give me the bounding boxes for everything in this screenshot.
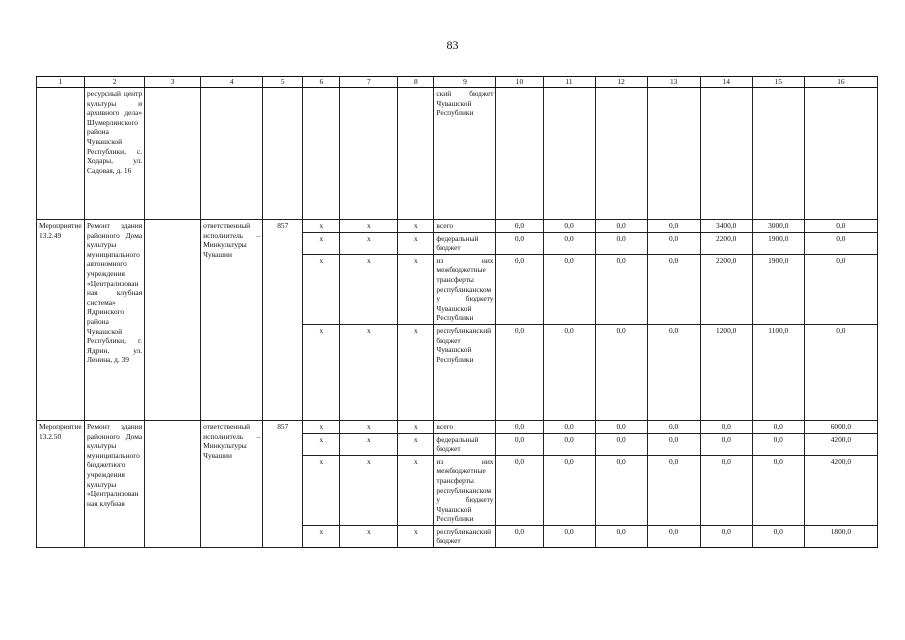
funding-source: из них межбюджетные трансферты республиканскому бюджету Чувашской Республики [434, 455, 496, 525]
table-row: x x x республиканский бюджет 0,0 0,0 0,0 0,0 0,0 0,0 1800,0 [37, 525, 878, 547]
funding-source: республиканский бюджет [434, 525, 496, 547]
table-row: Мероприятие 13.2.49 Ремонт здания районного Дома культуры муниципального автономного учреждения «Централизованная клубная система» Ядринского района Чувашской Республики, г. Ядрин, ул. Ленина, д. 39 ответственный исполнитель – Минкультуры Чувашии 857 x x x всего 0,0 0,0 0,0 0,0 3400,0 3000,0 0,0 [37, 220, 878, 233]
header-cell: 5 [263, 77, 303, 88]
page-number: 83 [446, 38, 459, 52]
table-row: x x x республиканский бюджет Чувашской Республики 0,0 0,0 0,0 0,0 1200,0 1100,0 0,0 [37, 324, 878, 420]
event-name: Ремонт здания районного Дома культуры муниципального бюджетного учреждения культуры «Централизованная клубная [85, 420, 145, 547]
funding-source: федеральный бюджет [434, 433, 496, 455]
header-cell: 11 [543, 77, 595, 88]
header-cell: 9 [434, 77, 496, 88]
event-executor: ответственный исполнитель – Минкультуры Чувашии [201, 420, 263, 547]
header-cell: 8 [398, 77, 434, 88]
header-cell: 13 [647, 77, 700, 88]
funding-source: всего [434, 420, 496, 433]
continuation-row [37, 88, 878, 220]
budget-table [36, 76, 878, 548]
header-row [37, 77, 878, 88]
header-cell: 2 [85, 77, 145, 88]
header-cell: 6 [303, 77, 340, 88]
event-id: Мероприятие 13.2.49 [37, 220, 85, 421]
header-cell: 3 [145, 77, 201, 88]
funding-source: федеральный бюджет [434, 232, 496, 254]
event-name: Ремонт здания районного Дома культуры муниципального автономного учреждения «Централизованная клубная система» Ядринского района Чувашской Республики, г. Ядрин, ул. Ленина, д. 39 [85, 220, 145, 421]
table-row: x x x из них межбюджетные трансферты республиканскому бюджету Чувашской Республики 0,0 0,0 0,0 0,0 0,0 0,0 4200,0 [37, 455, 878, 525]
continuation-source: ский бюджет Чувашской Республики [434, 88, 496, 220]
header-cell: 7 [340, 77, 398, 88]
table-row: Мероприятие 13.2.50 Ремонт здания районного Дома культуры муниципального бюджетного учреждения культуры «Централизованная клубная ответственный исполнитель – Минкультуры Чувашии 857 x x x всего 0,0 0,0 0,0 0,0 0,0 0,0 6000,0 [37, 420, 878, 433]
header-cell: 1 [37, 77, 85, 88]
header-cell: 10 [496, 77, 543, 88]
event-id: Мероприятие 13.2.50 [37, 420, 85, 547]
funding-source: из них межбюджетные трансферты республиканскому бюджету Чувашской Республики [434, 254, 496, 324]
table-row: x x x федеральный бюджет 0,0 0,0 0,0 0,0 2200,0 1900,0 0,0 [37, 232, 878, 254]
header-cell: 12 [595, 77, 647, 88]
event-executor: ответственный исполнитель – Минкультуры Чувашии [201, 220, 263, 421]
funding-source: республиканский бюджет Чувашской Республики [434, 324, 496, 420]
header-cell: 16 [804, 77, 877, 88]
continuation-name: ресурсный центр культуры и архивного дела» Шумерлинского района Чувашской Республики, с. Ходары, ул. Садовая, д. 16 [85, 88, 145, 220]
table-row: x x x из них межбюджетные трансферты республиканскому бюджету Чувашской Республики 0,0 0,0 0,0 0,0 2200,0 1900,0 0,0 [37, 254, 878, 324]
header-cell: 15 [752, 77, 804, 88]
event-code: 857 [263, 420, 303, 547]
header-cell: 4 [201, 77, 263, 88]
table-row: x x x федеральный бюджет 0,0 0,0 0,0 0,0 0,0 0,0 4200,0 [37, 433, 878, 455]
funding-source: всего [434, 220, 496, 233]
event-code: 857 [263, 220, 303, 421]
header-cell: 14 [700, 77, 752, 88]
